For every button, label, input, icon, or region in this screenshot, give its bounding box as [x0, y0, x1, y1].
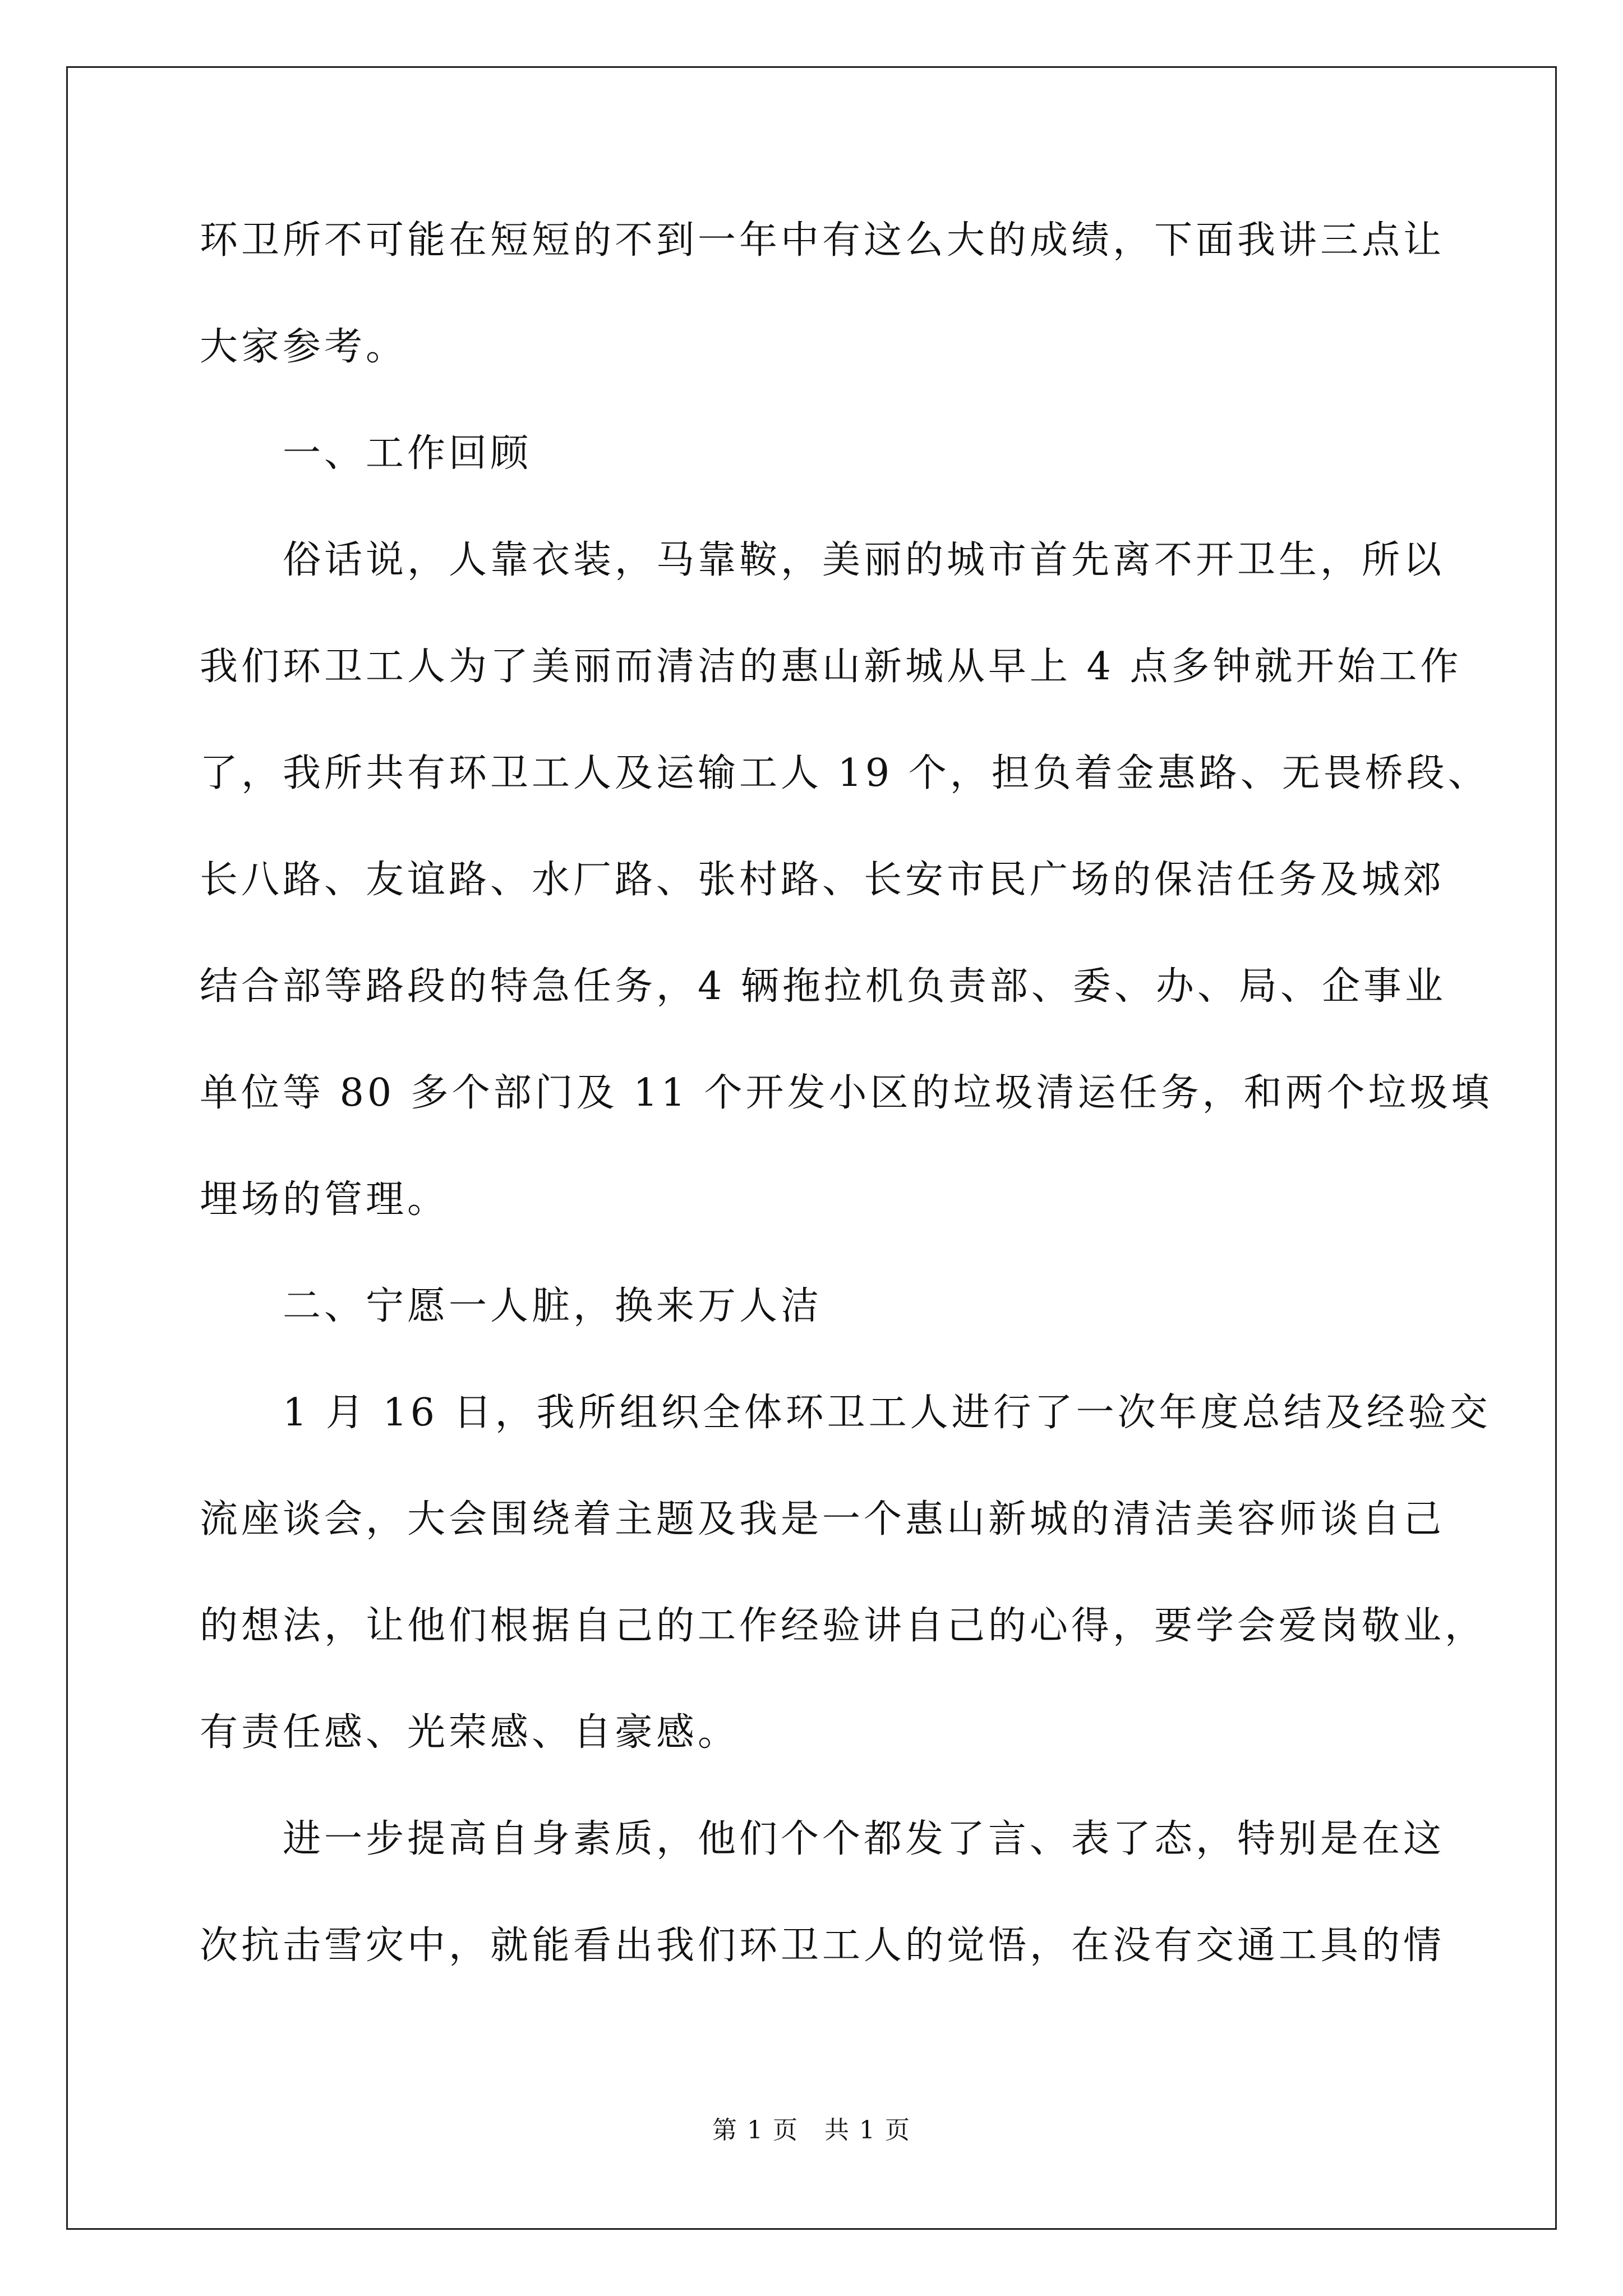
page-border	[66, 66, 1557, 2230]
text-line-6: 了，我所共有环卫工人及运输工人 19 个，担负着金惠路、无畏桥段、	[200, 751, 1490, 795]
text-line-8: 结合部等路段的特急任务，4 辆拖拉机负责部、委、办、局、企事业	[200, 964, 1446, 1009]
section-heading-2: 二、宁愿一人脏，换来万人洁	[200, 1284, 823, 1328]
text-line-13: 流座谈会，大会围绕着主题及我是一个惠山新城的清洁美容师谈自己	[200, 1497, 1445, 1542]
text-line-16: 进一步提高自身素质，他们个个都发了言、表了态，特别是在这	[200, 1817, 1445, 1861]
text-line-9: 单位等 80 多个部门及 11 个开发小区的垃圾清运任务，和两个垃圾填	[200, 1071, 1493, 1115]
text-line-4: 俗话说，人靠衣装，马靠鞍，美丽的城市首先离不开卫生，所以	[200, 538, 1445, 582]
text-line-7: 长八路、友谊路、水厂路、张村路、长安市民广场的保洁任务及城郊	[200, 858, 1445, 902]
page-number-footer: 第 1 页 共 1 页	[712, 2116, 911, 2145]
text-line-10: 埋场的管理。	[200, 1177, 449, 1222]
text-line-15: 有责任感、光荣感、自豪感。	[200, 1710, 740, 1755]
text-line-2: 大家参考。	[200, 325, 408, 369]
text-line-5: 我们环卫工人为了美丽而清洁的惠山新城从早上 4 点多钟就开始工作	[200, 645, 1462, 689]
text-line-12: 1 月 16 日，我所组织全体环卫工人进行了一次年度总结及经验交	[200, 1391, 1491, 1435]
text-line-14: 的想法，让他们根据自己的工作经验讲自己的心得，要学会爱岗敬业，	[200, 1604, 1487, 1648]
text-line-17: 次抗击雪灾中，就能看出我们环卫工人的觉悟，在没有交通工具的情	[200, 1924, 1445, 1968]
text-line-1: 环卫所不可能在短短的不到一年中有这么大的成绩，下面我讲三点让	[200, 218, 1445, 263]
section-heading-1: 一、工作回顾	[200, 431, 532, 476]
